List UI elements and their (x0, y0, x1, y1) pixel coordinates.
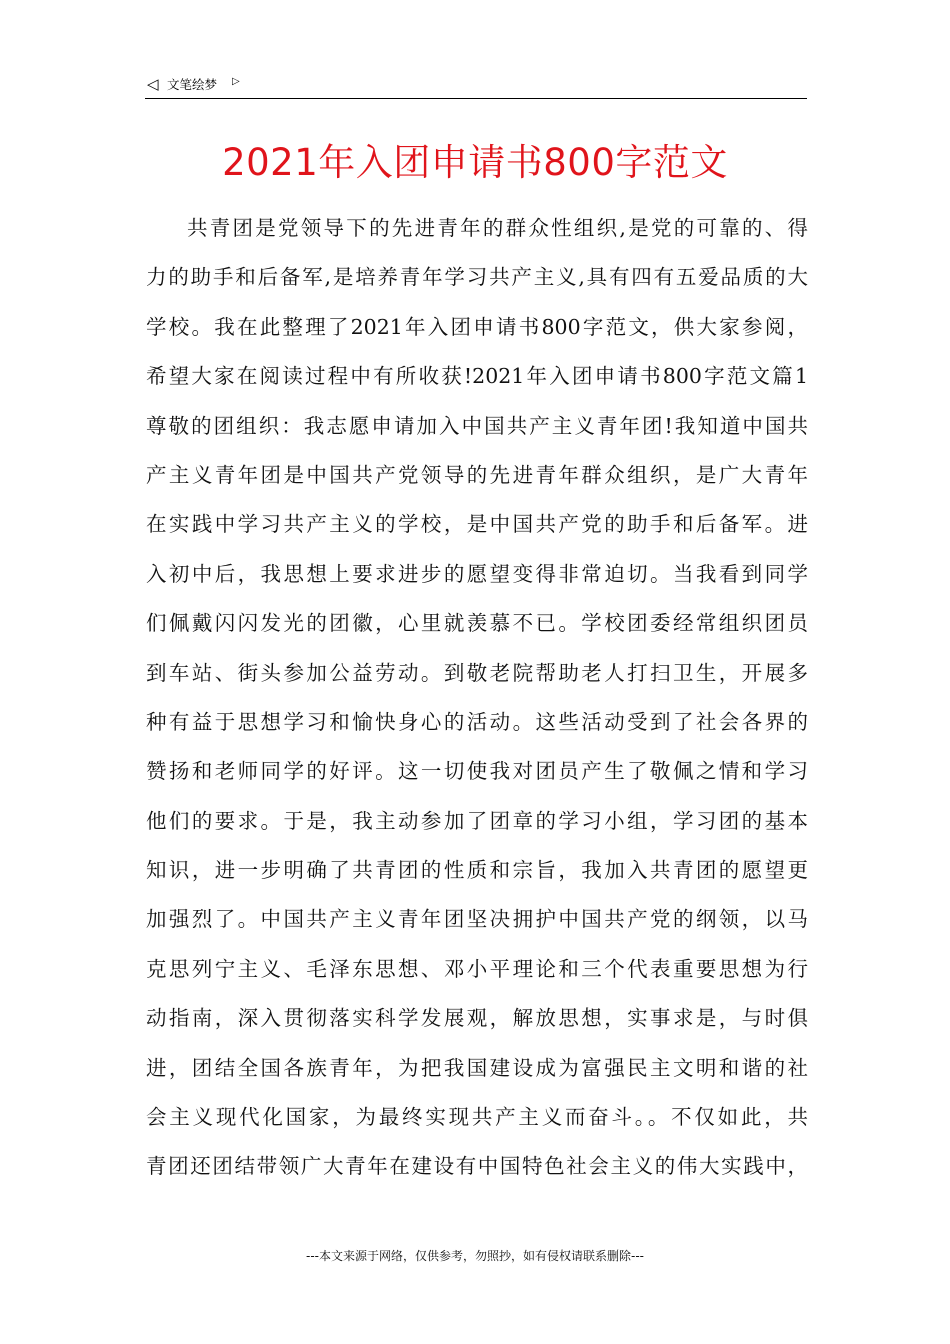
text-line: 们佩戴闪闪发光的团徽，心里就羡慕不已。学校团委经常组织团员 (146, 611, 808, 636)
text-line: 赞扬和老师同学的好评。这一切使我对团员产生了敬佩之情和学习 (146, 759, 808, 784)
text-line: 进，团结全国各族青年，为把我国建设成为富强民主文明和谐的社 (146, 1055, 808, 1080)
text-line: 克思列宁主义、毛泽东思想、邓小平理论和三个代表重要思想为行 (146, 956, 808, 981)
text-line: 知识，进一步明确了共青团的性质和宗旨，我加入共青团的愿望更 (146, 858, 808, 883)
text-line: 动指南，深入贯彻落实科学发展观，解放思想，实事求是，与时俱 (146, 1006, 808, 1031)
text-line: 种有益于思想学习和愉快身心的活动。这些活动受到了社会各界的 (146, 709, 808, 734)
text-line: 会主义现代化国家，为最终实现共产主义而奋斗。。不仅如此，共 (146, 1105, 808, 1130)
document-body (146, 204, 808, 1192)
text-line: 共青团是党领导下的先进青年的群众性组织,是党的可靠的、得 (187, 216, 808, 240)
text-line: 力的助手和后备军,是培养青年学习共产主义,具有四有五爱品质的大 (146, 265, 808, 290)
page-header (145, 72, 807, 99)
text-line: 加强烈了。中国共产主义青年团坚决拥护中国共产党的纲领，以马 (146, 907, 808, 932)
text-line: 在实践中学习共产主义的学校，是中国共产党的助手和后备军。进 (146, 512, 808, 537)
triangle-left-icon: ◁ (147, 75, 159, 93)
text-line: 他们的要求。于是，我主动参加了团章的学习小组，学习团的基本 (146, 808, 808, 833)
text-line: 产主义青年团是中国共产党领导的先进青年群众组织，是广大青年 (146, 462, 808, 487)
source-notice: ---本文来源于网络，仅供参考，勿照抄，如有侵权请联系删除--- (306, 1249, 644, 1263)
text-line: 青团还团结带领广大青年在建设有中国特色社会主义的伟大实践中， (146, 1154, 808, 1179)
text-line: 希望大家在阅读过程中有所收获!2021年入团申请书800字范文篇1 (146, 364, 808, 389)
text-line: 到车站、街头参加公益劳动。到敬老院帮助老人打扫卫生，开展多 (146, 660, 808, 685)
brand-label: 文笔绘梦 (167, 77, 218, 92)
triangle-right-icon: ▷ (232, 76, 240, 87)
text-line: 入初中后，我思想上要求进步的愿望变得非常迫切。当我看到同学 (146, 561, 808, 586)
text-line: 尊敬的团组织：我志愿申请加入中国共产主义青年团!我知道中国共 (146, 413, 808, 438)
text-line: 学校。我在此整理了2021年入团申请书800字范文，供大家参阅， (146, 314, 808, 339)
document-title: 2021年入团申请书800字范文 (222, 141, 728, 184)
